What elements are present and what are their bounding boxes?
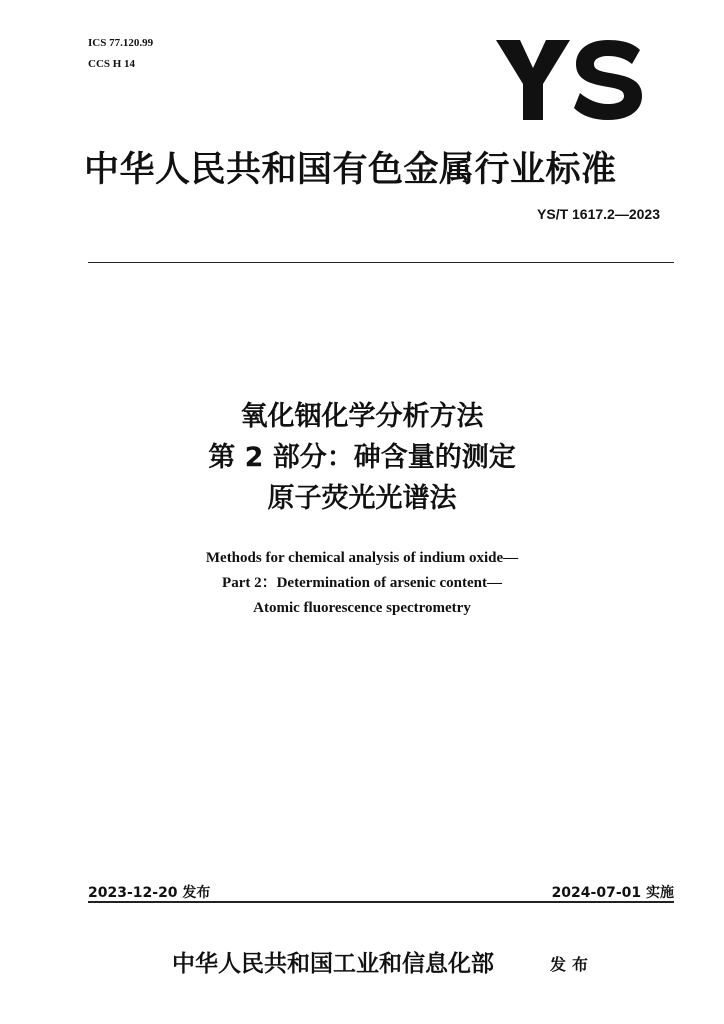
standard-number: YS/T 1617.2—2023: [537, 206, 660, 222]
english-title-line-1: Methods for chemical analysis of indium oxide—: [205, 550, 519, 566]
english-title-line-3: Atomic fluorescence spectrometry: [253, 600, 471, 616]
ics-code: ICS 77.120.99: [88, 37, 154, 49]
ccs-code: CCS H 14: [88, 58, 136, 70]
bottom-divider: [88, 901, 674, 903]
implementation-date: 2024-07-01 实施: [551, 885, 674, 901]
chinese-title-line-2: 第 2 部分：砷含量的测定: [208, 442, 516, 473]
english-title: [0, 546, 724, 621]
chinese-title: [0, 396, 724, 519]
english-title-line-2: Part 2：Determination of arsenic content—: [222, 575, 502, 591]
publisher-suffix: 发布: [550, 955, 595, 974]
chinese-title-line-1: 氧化铟化学分析方法: [240, 401, 484, 432]
top-divider: [88, 262, 674, 263]
standard-type-heading: 中华人民共和国有色金属行业标准: [84, 150, 617, 190]
issue-date: 2023-12-20 发布: [88, 885, 211, 901]
chinese-title-line-3: 原子荧光光谱法: [267, 483, 457, 514]
publisher-name: 中华人民共和国工业和信息化部: [172, 950, 494, 977]
classification-codes: [88, 33, 153, 75]
ys-logo: [496, 40, 642, 120]
